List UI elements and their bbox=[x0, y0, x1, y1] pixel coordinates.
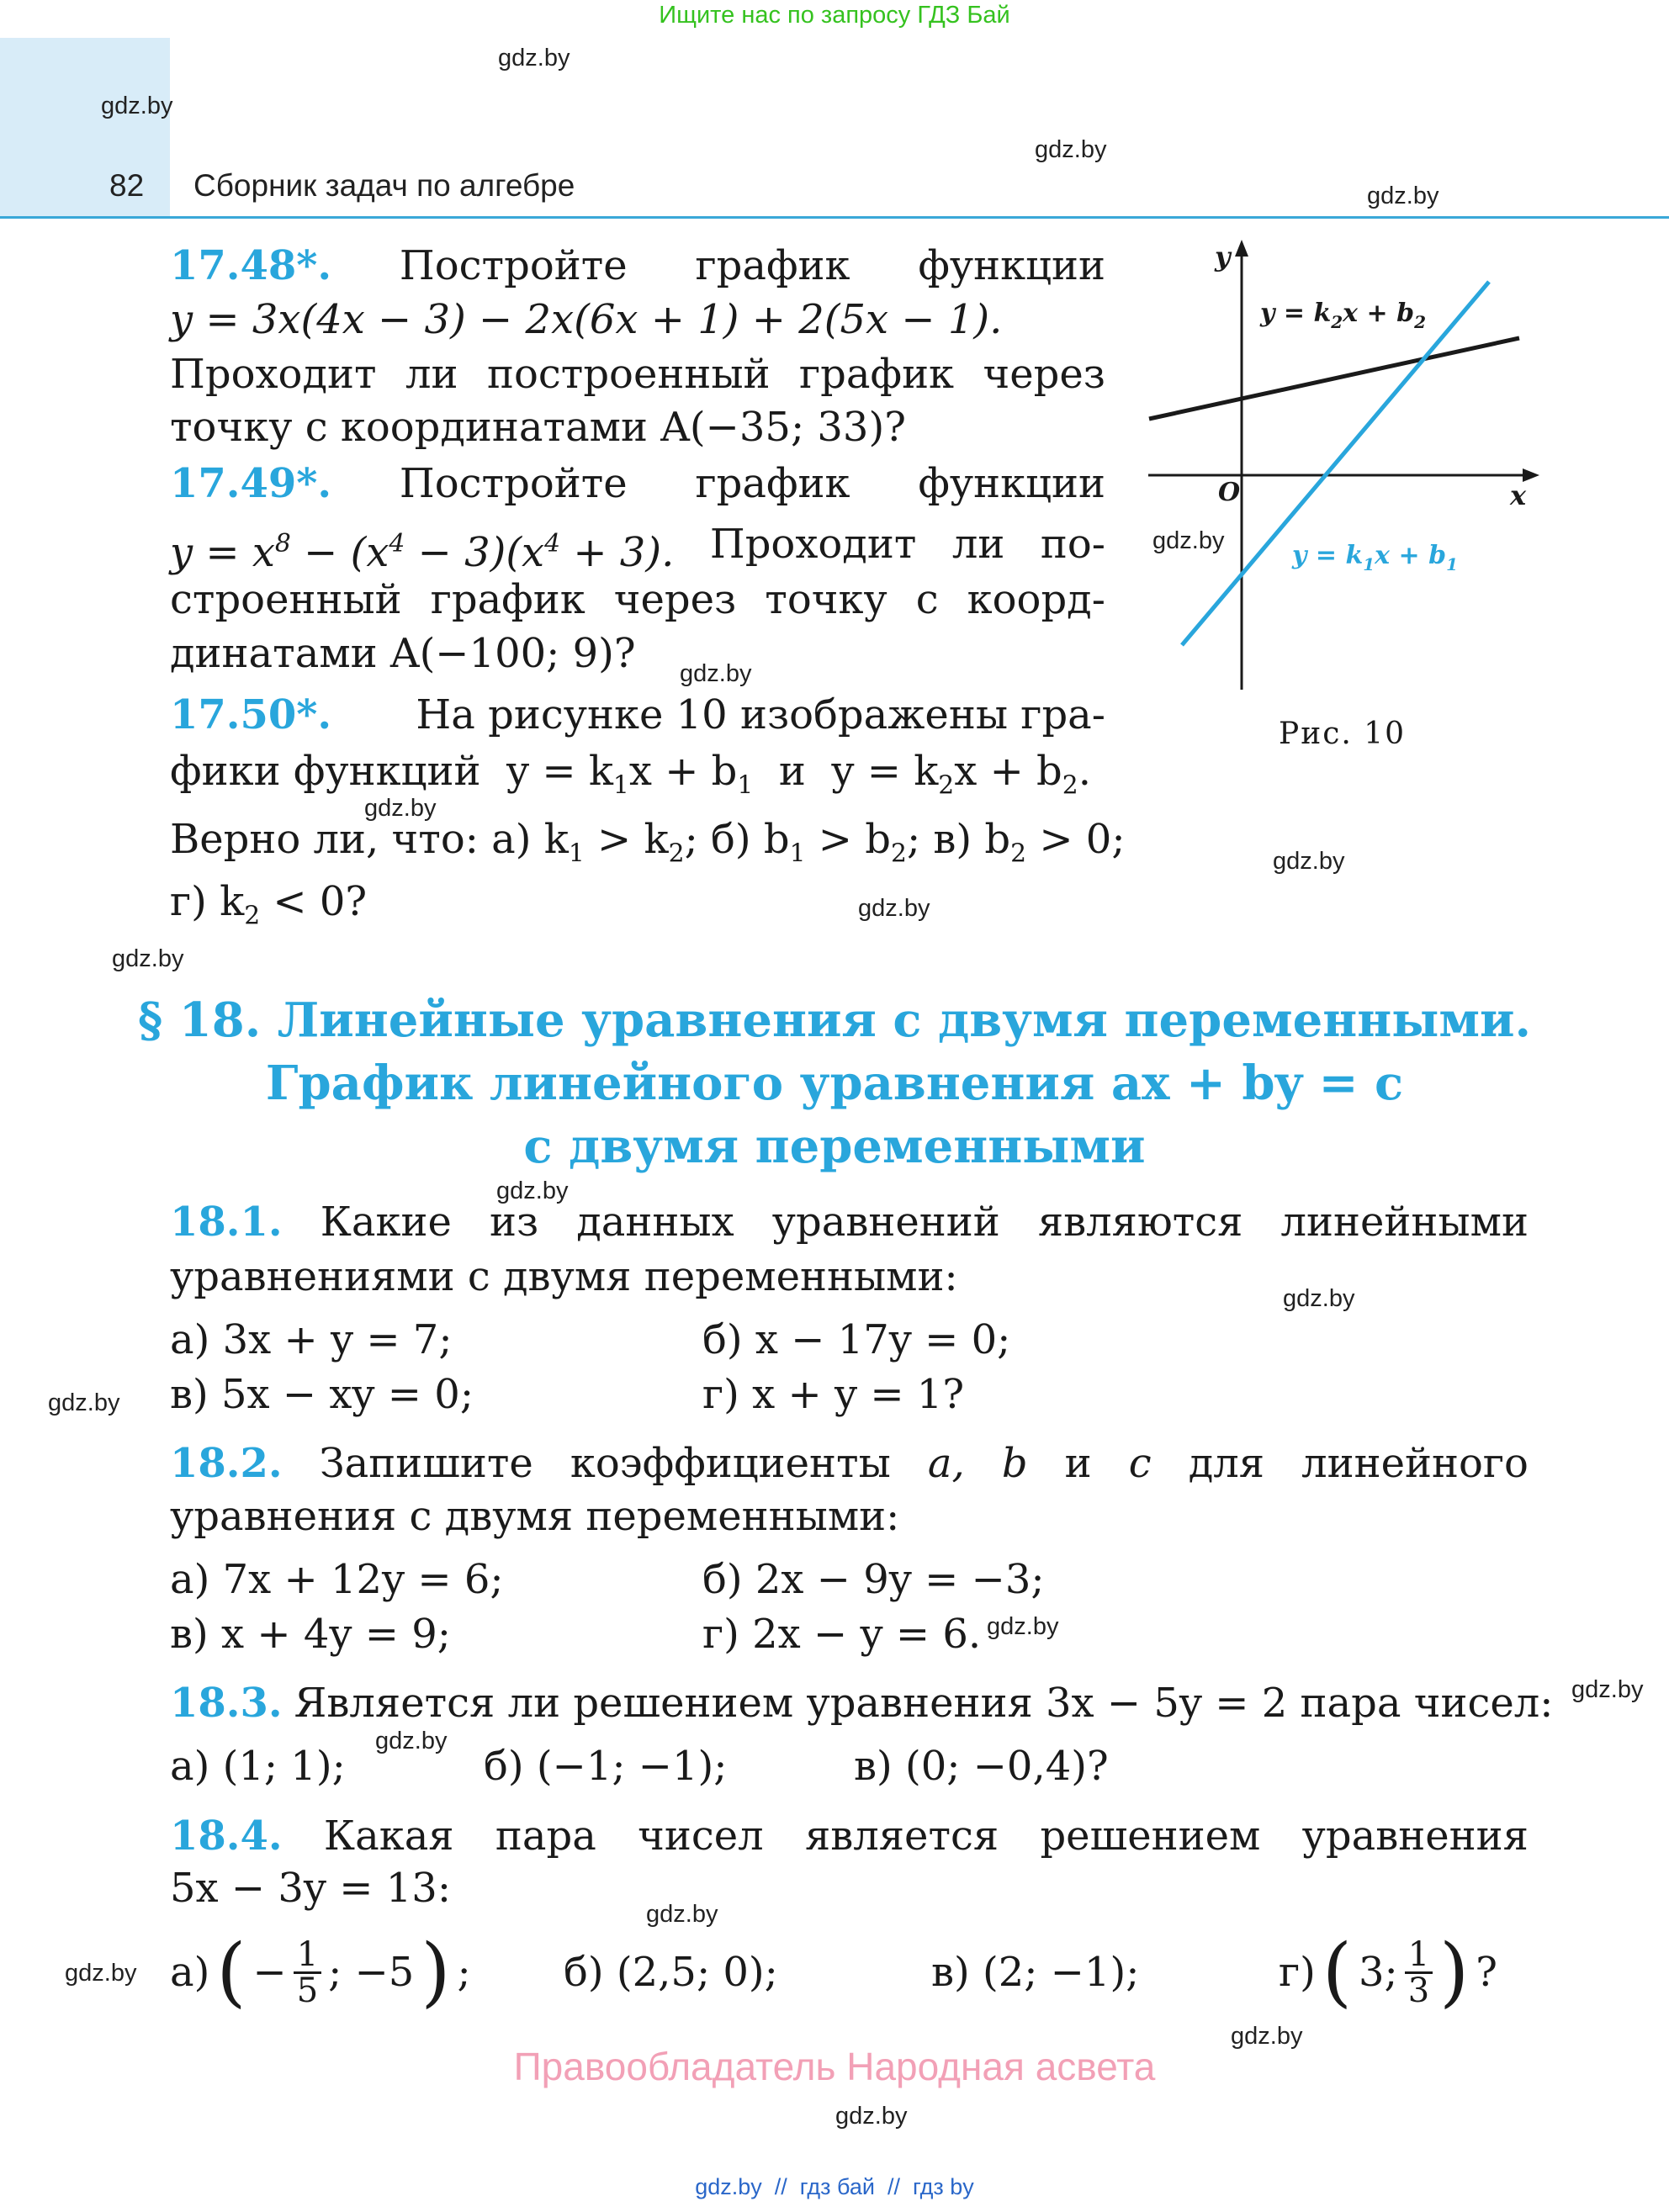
running-title: Сборник задач по алгебре bbox=[193, 168, 575, 203]
problem-18-4-line-1 bbox=[170, 1811, 1529, 1861]
word: Запишите bbox=[319, 1440, 533, 1487]
option-b: б) 2x − 9y = −3; bbox=[702, 1556, 1045, 1603]
word: являются bbox=[1037, 1199, 1243, 1246]
word: чисел bbox=[638, 1812, 764, 1860]
option-a bbox=[170, 1930, 471, 2014]
problem-number: 17.49*. bbox=[170, 460, 332, 507]
option-label: а) bbox=[170, 1949, 210, 1996]
problem-17-49-line-1 bbox=[170, 458, 1105, 509]
problem-18-3-line-1 bbox=[170, 1678, 1554, 1728]
problem-number: 18.2. bbox=[170, 1440, 283, 1487]
word: Постройте bbox=[399, 460, 628, 507]
option-v: в) 5x − xy = 0; bbox=[170, 1371, 474, 1418]
problem-17-50-line-1 bbox=[170, 690, 1105, 740]
watermark: gdz.by bbox=[1231, 2023, 1303, 2050]
problem-17-50-line-4: г) $k_2 < 0$? bbox=[170, 878, 368, 931]
problem-17-50-line-3: Верно ли, что: а) $k_1 > k_2$; б) $b_1 > b_2$; в) $b_2 > 0$; bbox=[170, 816, 1126, 869]
y-axis-label: y bbox=[1215, 241, 1231, 273]
word: график bbox=[695, 242, 850, 289]
watermark: gdz.by bbox=[65, 1960, 137, 1987]
x-axis-label: x bbox=[1510, 479, 1527, 511]
word: с bbox=[915, 576, 939, 623]
watermark: gdz.by bbox=[835, 2103, 908, 2130]
page-number: 82 bbox=[109, 168, 145, 203]
word: ли bbox=[405, 351, 458, 398]
problem-number: 17.50*. bbox=[170, 691, 332, 738]
option-v: в) (0; −0,4)? bbox=[854, 1743, 1109, 1790]
option-b: б) (2,5; 0); bbox=[564, 1949, 778, 1996]
graph-line-1 bbox=[1182, 282, 1489, 645]
fraction: $\frac{1}{5}$ bbox=[294, 1938, 321, 2008]
copyright-notice: Правообладатель Народная асвета bbox=[513, 2045, 1156, 2088]
word: Проходит bbox=[709, 521, 917, 568]
word: по- bbox=[1040, 521, 1105, 568]
problem-17-49-line-3 bbox=[170, 574, 1105, 625]
problem-text: 5x − 3y = 13: bbox=[170, 1865, 451, 1912]
word: и bbox=[1064, 1440, 1092, 1487]
option-g: г) 2x − y = 6. bbox=[702, 1611, 982, 1658]
watermark: gdz.by bbox=[987, 1613, 1059, 1640]
problem-17-48-line-3 bbox=[170, 349, 1105, 400]
problem-18-2-line-1 bbox=[170, 1438, 1529, 1489]
section-title-line-3: с двумя переменными bbox=[523, 1119, 1146, 1174]
problem-text: уравнениями с двумя переменными: bbox=[170, 1253, 958, 1300]
word: ли bbox=[951, 521, 1005, 568]
option-text: 3; bbox=[1359, 1949, 1398, 1996]
word: линейного bbox=[1301, 1440, 1529, 1487]
watermark: gdz.by bbox=[1283, 1285, 1355, 1312]
option-v: в) (2; −1); bbox=[931, 1949, 1140, 1996]
left-paren: ( bbox=[1322, 1928, 1352, 2016]
watermark: gdz.by bbox=[101, 93, 173, 119]
header-rule bbox=[0, 216, 1669, 219]
line-1-label: $y = k_1x + b_1$ bbox=[1292, 541, 1458, 574]
word: Какие bbox=[320, 1199, 452, 1246]
figure-10 bbox=[1144, 235, 1548, 706]
watermark: gdz.by bbox=[112, 945, 184, 972]
fraction: $\frac{1}{3}$ bbox=[1405, 1938, 1433, 2008]
watermark: gdz.by bbox=[1152, 527, 1225, 554]
formula: $y = x^8 - (x^4 - 3)(x^4 + 3)$. bbox=[170, 529, 675, 576]
option-g bbox=[1279, 1930, 1497, 2014]
word: график bbox=[430, 576, 585, 623]
problem-number: 18.4. bbox=[170, 1812, 283, 1860]
watermark: gdz.by bbox=[364, 795, 437, 822]
watermark: gdz.by bbox=[48, 1389, 120, 1416]
problem-17-48-line-1 bbox=[170, 241, 1105, 291]
word: данных bbox=[576, 1199, 734, 1246]
problem-text: динатами A(−100; 9)? bbox=[170, 630, 636, 677]
word: c bbox=[1128, 1440, 1152, 1487]
problem-17-50-line-2: фики функций $y = k_1x + b_1$ и $y = k_2x + b_2$. bbox=[170, 748, 1091, 801]
y-axis-arrow bbox=[1235, 240, 1248, 257]
problem-number: 18.3. bbox=[170, 1680, 283, 1727]
figure-caption: Рис. 10 bbox=[1279, 717, 1407, 751]
option-text: ; bbox=[457, 1949, 471, 1996]
problem-text: уравнения с двумя переменными: bbox=[170, 1493, 900, 1540]
watermark: gdz.by bbox=[1367, 183, 1439, 209]
option-b: б) x − 17y = 0; bbox=[702, 1316, 1011, 1363]
word: для bbox=[1188, 1440, 1265, 1487]
word: функции bbox=[918, 242, 1105, 289]
watermark: gdz.by bbox=[496, 1177, 569, 1204]
option-a: а) 7x + 12y = 6; bbox=[170, 1556, 504, 1603]
watermark: gdz.by bbox=[375, 1728, 448, 1754]
word: Какая bbox=[323, 1812, 454, 1860]
section-title-line-1: § 18. Линейные уравнения с двумя переменными. bbox=[137, 992, 1532, 1048]
word: из bbox=[489, 1199, 539, 1246]
watermark: gdz.by bbox=[1273, 848, 1345, 875]
formula: y = 3x(4x − 3) − 2x(6x + 1) + 2(5x − 1). bbox=[170, 296, 1003, 343]
option-label: г) bbox=[1279, 1949, 1316, 1996]
watermark: gdz.by bbox=[646, 1901, 718, 1928]
option-b: б) (−1; −1); bbox=[484, 1743, 728, 1790]
problem-text: На рисунке 10 изображены гра- bbox=[416, 691, 1105, 738]
word: a, bbox=[927, 1440, 965, 1487]
top-banner: Ищите нас по запросу ГДЗ Бай bbox=[659, 2, 1010, 29]
word: Проходит bbox=[170, 351, 377, 398]
problem-17-49-line-2 bbox=[170, 519, 1105, 578]
option-text: ? bbox=[1476, 1949, 1498, 1996]
word: построенный bbox=[486, 351, 771, 398]
word: b bbox=[1001, 1440, 1028, 1487]
word: Постройте bbox=[399, 242, 628, 289]
word: уравнений bbox=[771, 1199, 1000, 1246]
watermark: gdz.by bbox=[1035, 136, 1107, 163]
option-a: а) 3x + y = 7; bbox=[170, 1316, 453, 1363]
word: решением bbox=[1040, 1812, 1261, 1860]
problem-text: точку с координатами A(−35; 33)? bbox=[170, 404, 906, 451]
watermark: gdz.by bbox=[1571, 1676, 1644, 1703]
option-text: ; −5 bbox=[328, 1949, 415, 1996]
word: уравнения bbox=[1301, 1812, 1529, 1860]
right-paren: ) bbox=[1439, 1928, 1470, 2016]
line-2-label: $y = k_2x + b_2$ bbox=[1260, 299, 1426, 332]
problem-number: 18.1. bbox=[170, 1199, 283, 1246]
word: коорд- bbox=[967, 576, 1105, 623]
problem-number: 17.48*. bbox=[170, 242, 332, 289]
watermark: gdz.by bbox=[498, 45, 570, 71]
word: является bbox=[804, 1812, 999, 1860]
word: линейными bbox=[1280, 1199, 1529, 1246]
watermark: gdz.by bbox=[858, 895, 930, 922]
word: коэффициенты bbox=[570, 1440, 891, 1487]
option-v: в) x + 4y = 9; bbox=[170, 1611, 451, 1658]
word: через bbox=[983, 351, 1105, 398]
problem-18-1-line-1 bbox=[170, 1197, 1529, 1247]
word: пара bbox=[495, 1812, 596, 1860]
right-paren: ) bbox=[421, 1928, 451, 2016]
footer-links: gdz.by // гдз бай // гдз by bbox=[695, 2174, 974, 2199]
minus-sign: − bbox=[252, 1949, 287, 1996]
problem-text: Является ли решением уравнения 3x − 5y = 2 пара чисел: bbox=[294, 1680, 1554, 1727]
origin-label: O bbox=[1218, 478, 1241, 507]
graph-line-2 bbox=[1149, 338, 1519, 419]
word: график bbox=[799, 351, 955, 398]
word: строенный bbox=[170, 576, 402, 623]
word: точку bbox=[765, 576, 887, 623]
word: функции bbox=[918, 460, 1105, 507]
option-g: г) x + y = 1? bbox=[702, 1371, 965, 1418]
watermark: gdz.by bbox=[680, 660, 752, 687]
word: график bbox=[695, 460, 850, 507]
left-paren: ( bbox=[216, 1928, 246, 2016]
page-corner-tab bbox=[0, 38, 173, 219]
option-a: а) (1; 1); bbox=[170, 1743, 346, 1790]
word: через bbox=[613, 576, 737, 623]
section-title-line-2: График линейного уравнения ax + by = c bbox=[265, 1056, 1404, 1111]
